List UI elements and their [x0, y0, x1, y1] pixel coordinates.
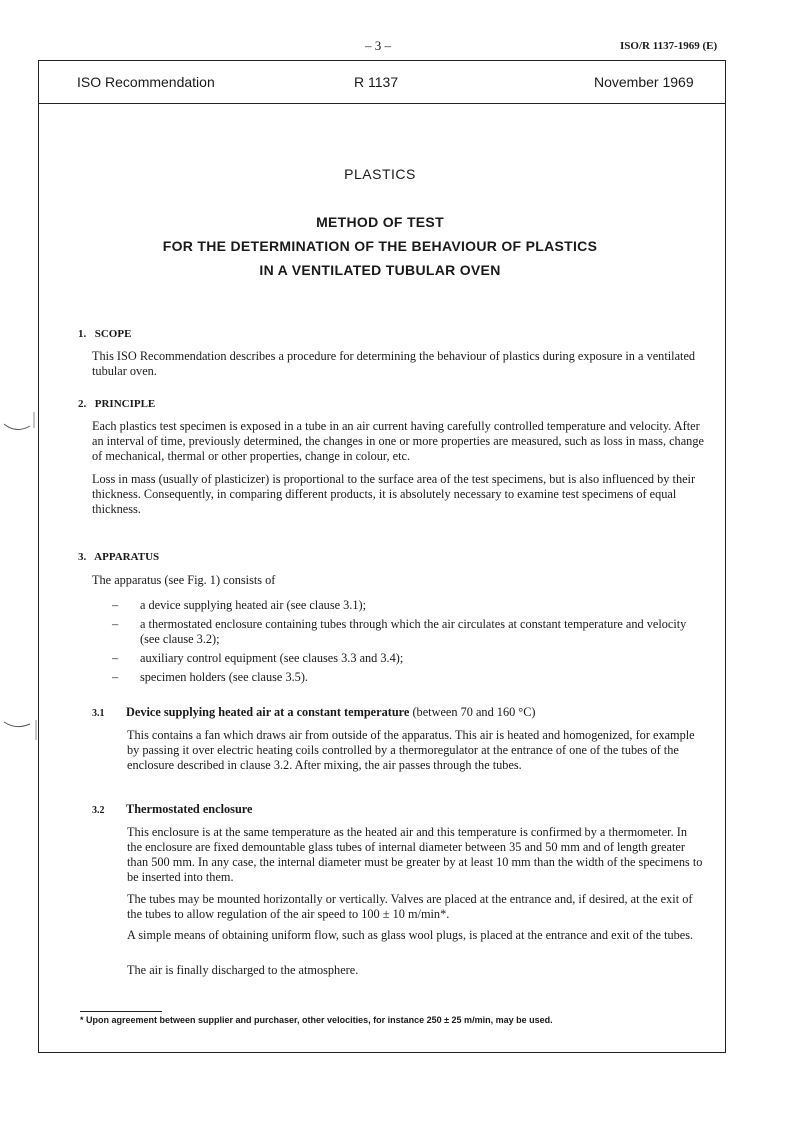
section-title: APPARATUS: [94, 551, 160, 563]
section-title: SCOPE: [94, 328, 132, 340]
page-number: – 3 –: [365, 38, 391, 53]
subsection-title: Thermostated enclosure: [126, 802, 253, 816]
subsection-title: Device supplying heated air at a constant temperature: [126, 705, 410, 719]
principle-paragraph-1: Each plastics test specimen is exposed in a tube in an air current having carefully controlled temperature and velocity. After an interval of time, previously determined, the changes in one or more properties are measured, such as loss in mass, change of mechanical, thermal or other properties, change in colour, etc.: [92, 419, 704, 463]
dash-marker: –: [112, 598, 119, 612]
subtitle-line-1: METHOD OF TEST: [316, 214, 444, 230]
section-heading-apparatus: [78, 551, 159, 563]
subsection-number: 3.1: [92, 708, 105, 719]
subsection-3-2-paragraph-4: The air is finally discharged to the atmosphere.: [127, 963, 359, 977]
apparatus-list: [112, 598, 706, 689]
subsection-3-2-paragraph-1: This enclosure is at the same temperature as the heated air and this temperature is confirmed by a thermometer. In the enclosure are fixed demountable glass tubes of internal diameter between 35 and 50 mm and of length greater than 500 mm. In any case, the internal diameter must be greater by at least 10 mm than the width of the specimens to be inserted into them.: [127, 825, 703, 884]
subsection-heading-3-1: [92, 705, 536, 720]
subsection-3-1-text: This contains a fan which draws air from outside of the apparatus. This air is heated and homogenized, for example by passing it over electric heating coils controlled by a thermoregulator at the entrance of one of the tubes of the enclosure described in clause 3.2. After mixing, the air passes through the tubes.: [127, 728, 695, 772]
subsection-3-2-paragraph-3: A simple means of obtaining uniform flow, such as glass wool plugs, is placed at the entrance and exit of the tubes.: [127, 928, 694, 942]
list-item: – specimen holders (see clause 3.5).: [112, 670, 308, 684]
recommendation-header: [39, 61, 725, 104]
dash-marker: –: [112, 617, 119, 631]
list-item: – a thermostated enclosure containing tubes through which the air circulates at constant temperature and velocity (see clause 3.2);: [112, 617, 687, 646]
margin-hole-mark-icon: [0, 712, 40, 742]
scope-text: This ISO Recommendation describes a procedure for determining the behaviour of plastics during exposure in a ventilated tubular oven.: [92, 349, 696, 378]
section-number: 1.: [78, 328, 87, 340]
subtitle-line-3: IN A VENTILATED TUBULAR OVEN: [259, 262, 501, 278]
subtitle-line-2: FOR THE DETERMINATION OF THE BEHAVIOUR OF PLASTICS: [162, 238, 598, 254]
subsection-heading-3-2: [92, 802, 252, 817]
document-title: PLASTICS: [344, 166, 416, 182]
dash-marker: –: [112, 651, 119, 665]
dash-marker: –: [112, 670, 119, 684]
subsection-3-2-paragraph-2: The tubes may be mounted horizontally or vertically. Valves are placed at the entrance and, if desired, at the exit of the tubes to allow regulation of the air speed to 100 ± 10 m/min*.: [127, 892, 693, 921]
header-series: ISO Recommendation: [77, 74, 215, 90]
section-heading-principle: [78, 398, 155, 410]
document-reference: ISO/R 1137-1969 (E): [620, 40, 718, 52]
section-number: 3.: [78, 551, 87, 563]
header-date: November 1969: [594, 74, 694, 90]
margin-hole-mark-icon: [0, 408, 40, 438]
list-item: – auxiliary control equipment (see clauses 3.3 and 3.4);: [112, 651, 404, 665]
apparatus-intro: The apparatus (see Fig. 1) consists of: [92, 573, 276, 587]
header-number: R 1137: [354, 74, 399, 90]
temperature-range: (between 70 and 160 °C): [412, 705, 536, 719]
principle-paragraph-2: Loss in mass (usually of plasticizer) is proportional to the surface area of the test specimens, but is also influenced by their thickness. Consequently, in comparing different products, it is absolutely necessary to examine test specimens of equal thickness.: [92, 472, 696, 516]
footnote: * Upon agreement between supplier and purchaser, other velocities, for instance 250 ± 25 m/min, may be used.: [80, 1015, 553, 1025]
footnote-rule: [80, 1011, 162, 1012]
section-title: PRINCIPLE: [94, 398, 156, 410]
section-heading-scope: [78, 328, 131, 340]
list-item: – a device supplying heated air (see clause 3.1);: [112, 598, 367, 612]
subsection-number: 3.2: [92, 805, 105, 816]
section-number: 2.: [78, 398, 87, 410]
